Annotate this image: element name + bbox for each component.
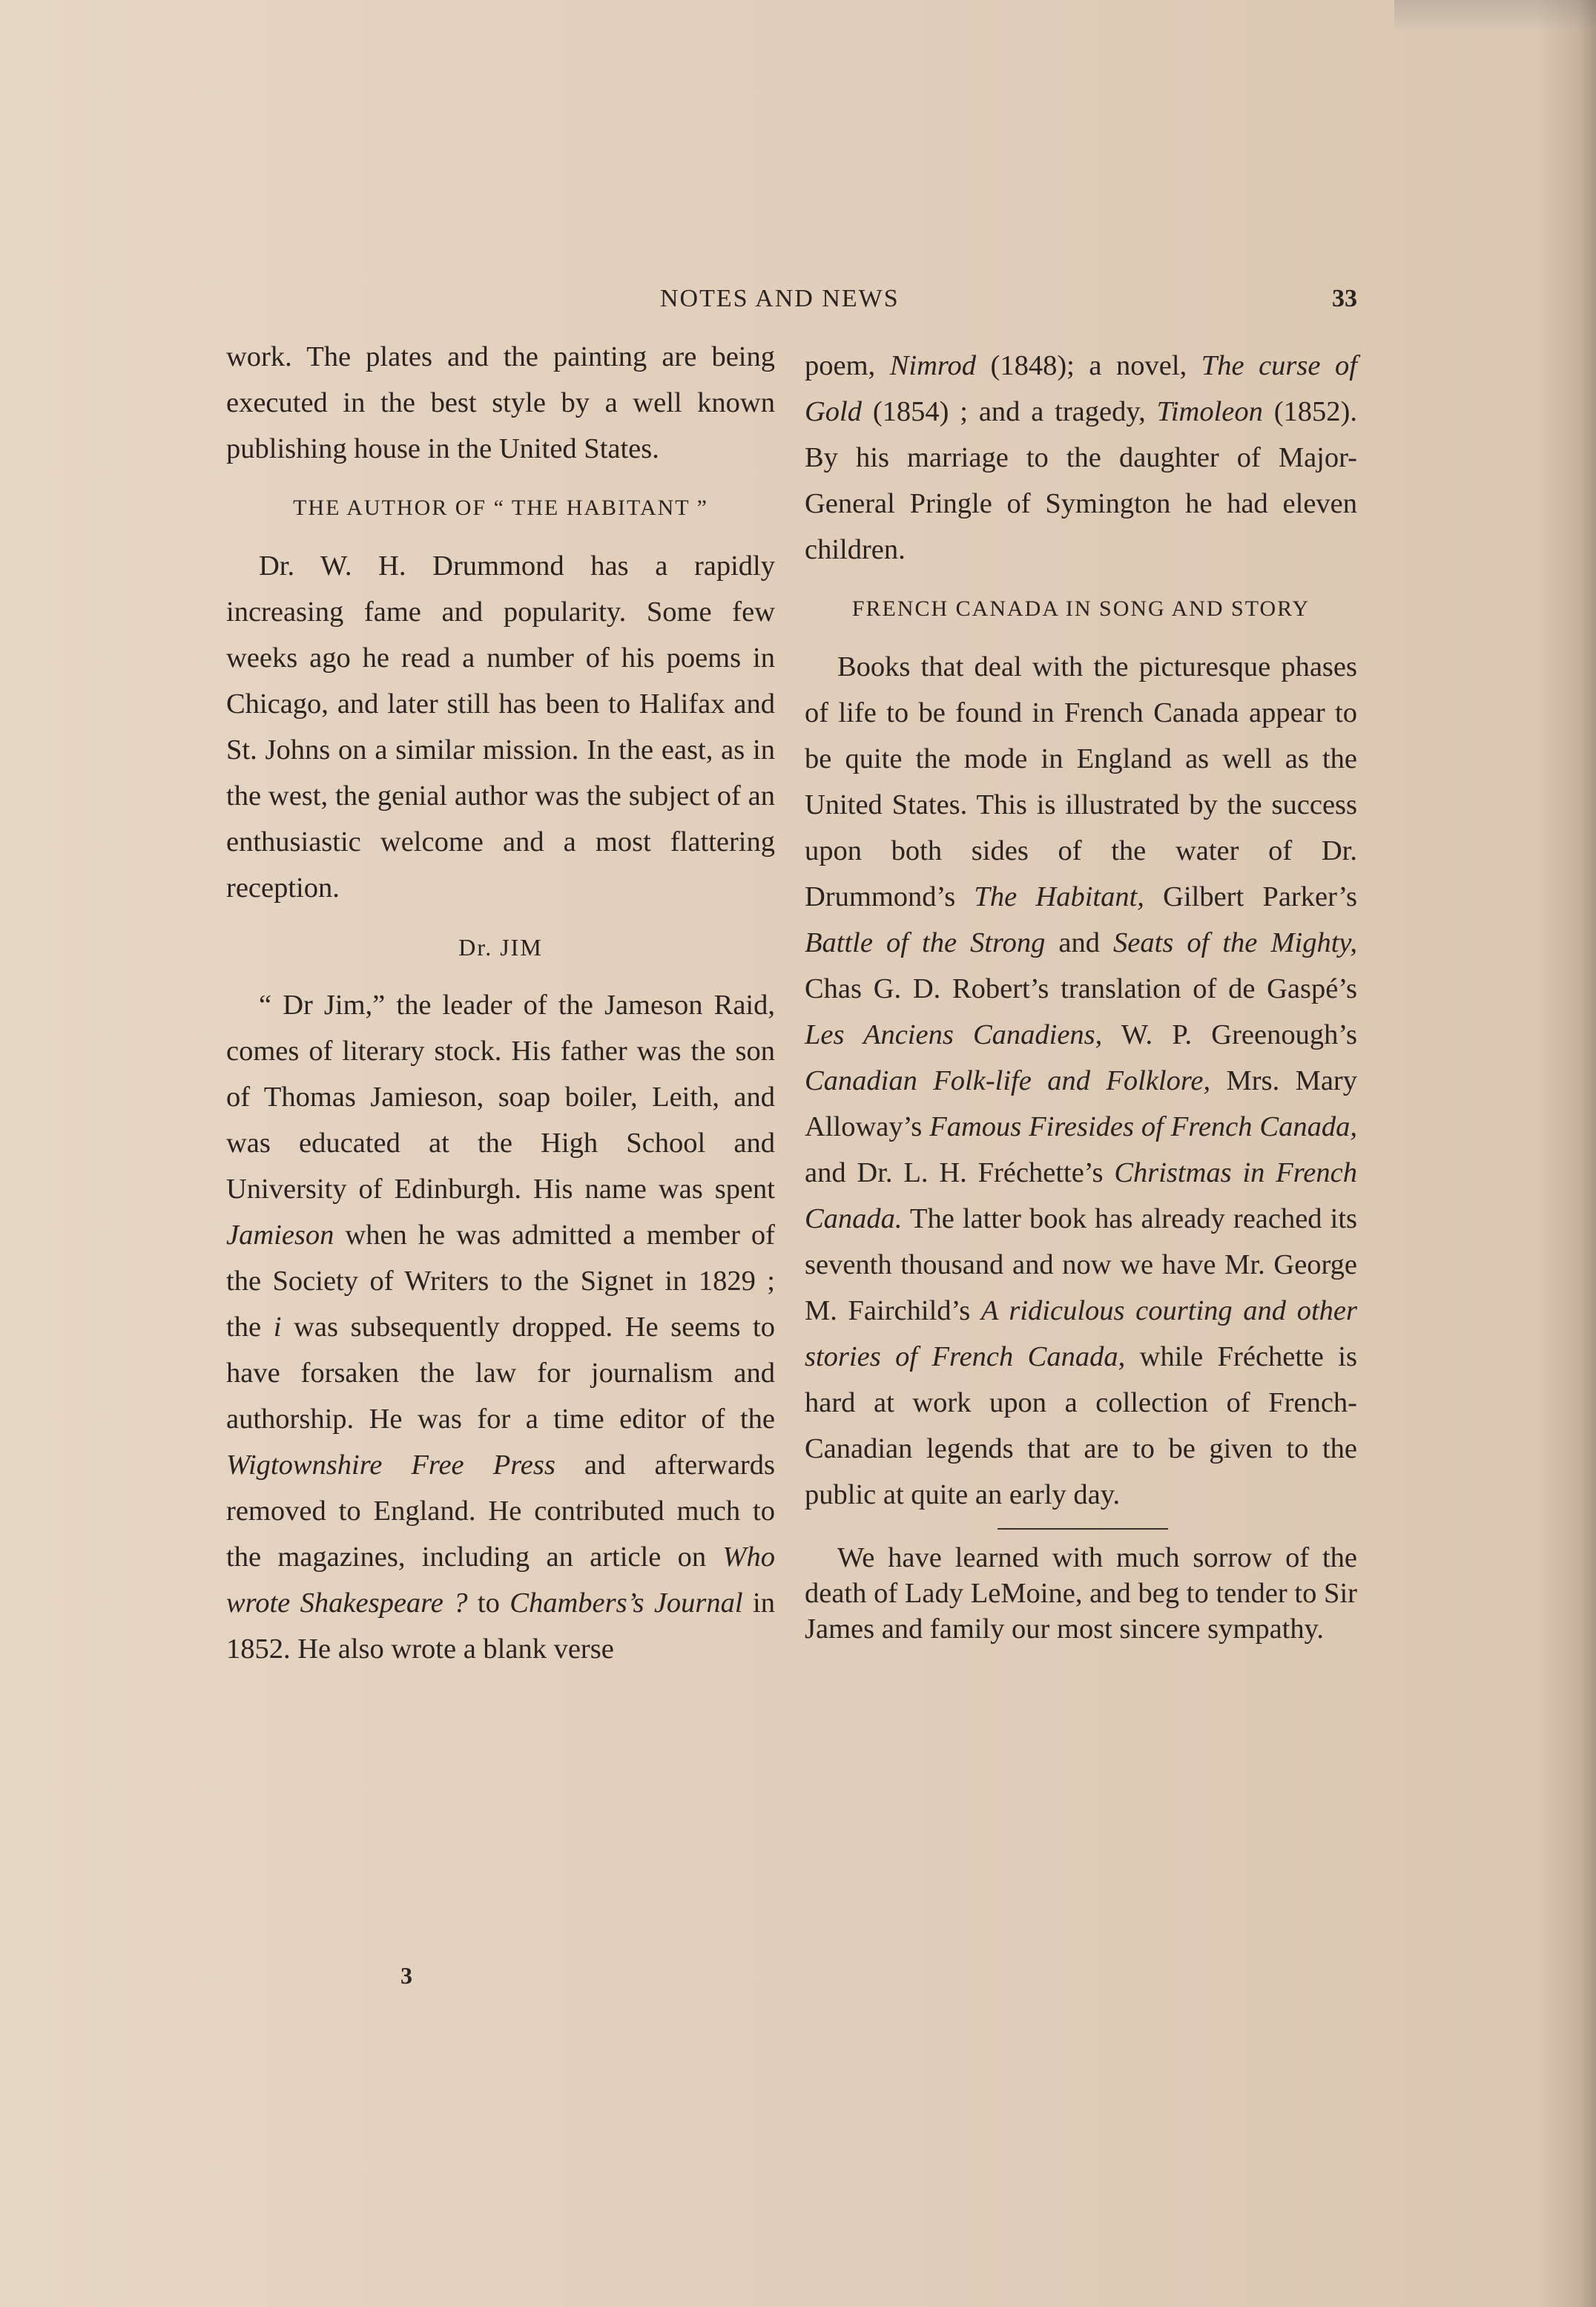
section-divider: [998, 1528, 1168, 1530]
text-run: to: [467, 1587, 510, 1619]
text-run: “ Dr Jim,” the leader of the Jameson Raid, comes of literary stock. His father was the son of Thomas Jamieson, soap boiler, Leith, and was educated at the High School and University of Edinburgh. His name was spent: [226, 990, 775, 1205]
text-run: (1848); a novel,: [975, 350, 1201, 381]
text-run: (1854) ; and a tragedy,: [862, 396, 1157, 427]
text-run: Chas G. D. Robert’s translation of de Gaspé’s: [805, 973, 1357, 1004]
left-column: [226, 334, 775, 1672]
italic-run: The curse of Gold: [805, 350, 1357, 427]
right-column: [805, 343, 1357, 1647]
text-run: (1852). By his marriage to the daughter of Major-General Pringle of Symington he had eleven children.: [805, 396, 1357, 565]
italic-run: Jamieson: [226, 1220, 334, 1251]
italic-run: Wigtownshire Free Press: [226, 1449, 555, 1481]
signature-mark: 3: [400, 1962, 412, 1989]
text-run: and: [1045, 927, 1114, 958]
section-heading-dr-jim: Dr. JIM: [458, 934, 543, 961]
paragraph-work-continued: work. The plates and the painting are being executed in the best style by a well known publishing house in the United States.: [226, 341, 775, 464]
text-run: while Fréchette is hard at work upon a collection of French-Canadian legends that are to be given to the public at quite an early day.: [805, 1341, 1357, 1510]
paragraph-french-canada: [805, 644, 1357, 1518]
text-run: and afterwards removed to England. He contributed much to the magazines, including an article on: [226, 1449, 775, 1573]
italic-run: Canadian Folk-life and Folklore,: [805, 1065, 1211, 1096]
paragraph-drummond: Dr. W. H. Drummond has a rapidly increasing fame and popularity. Some few weeks ago he read a number of his poems in Chicago, and later still has been to Halifax and St. Johns on a similar mission. In the east, as in the west, the genial author was the subject of an enthusiastic welcome and a most flattering reception.: [226, 550, 775, 904]
text-run: in 1852. He also wrote a blank verse: [226, 1587, 775, 1665]
text-run: Books that deal with the picturesque phases of life to be found in French Canada appear to be quite the mode in England as well as the United States. This is illustrated by the success upon both sides of the water of Dr. Drummond’s: [805, 651, 1357, 912]
italic-run: Les Anciens Canadiens,: [805, 1019, 1103, 1050]
italic-run: Who wrote Shakespeare ?: [226, 1541, 775, 1619]
text-run: Mrs. Mary Alloway’s: [805, 1065, 1357, 1142]
text-run: W. P. Greenough’s: [1102, 1019, 1357, 1050]
section-heading-french-canada: FRENCH CANADA IN SONG AND STORY: [851, 596, 1310, 621]
italic-run: Nimrod: [889, 350, 976, 381]
page-header: [222, 285, 1372, 322]
italic-run: Seats of the Mighty,: [1113, 927, 1358, 958]
binding-shadow: [1537, 0, 1596, 2307]
italic-run: Battle of the Strong: [805, 927, 1046, 958]
text-run: when he was admitted a member of the Society of Writers to the Signet in 1829 ; the: [226, 1220, 775, 1343]
italic-run: Chambers’s Journal: [510, 1587, 743, 1619]
text-run: and Dr. L. H. Fréchette’s: [805, 1157, 1115, 1188]
paragraph-nimrod: [805, 343, 1357, 573]
running-head: NOTES AND NEWS: [660, 285, 900, 312]
paragraph-condolence: We have learned with much sorrow of the death of Lady LeMoine, and beg to tender to Sir James and family our most sincere sympathy.: [805, 1542, 1357, 1645]
text-run: Gilbert Parker’s: [1144, 881, 1357, 912]
text-run: The latter book has already reached its seventh thousand and now we have Mr. George M. Fairchild’s: [805, 1203, 1357, 1326]
italic-run: Famous Firesides of French Canada,: [929, 1111, 1357, 1142]
italic-run: A ridiculous courting and other stories of French Canada,: [805, 1295, 1357, 1372]
italic-run: Christmas in French Canada.: [805, 1157, 1357, 1234]
italic-run: i: [273, 1312, 282, 1343]
section-heading-habitant: THE AUTHOR OF “ THE HABITANT ”: [293, 496, 708, 520]
paragraph-dr-jim: [226, 982, 775, 1672]
italic-run: Timoleon: [1156, 396, 1263, 427]
text-run: was subsequently dropped. He seems to have forsaken the law for journalism and authorship. He was for a time editor of the: [226, 1312, 775, 1435]
italic-run: The Habitant,: [974, 881, 1144, 912]
page-number: 33: [1332, 285, 1357, 312]
text-run: poem,: [805, 350, 890, 381]
